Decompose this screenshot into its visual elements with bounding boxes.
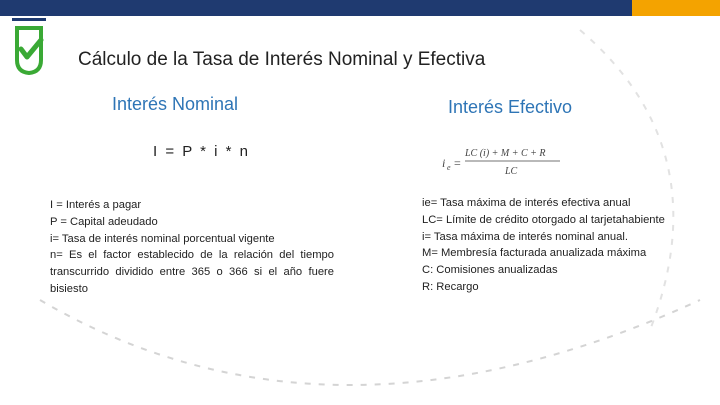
effective-heading: Interés Efectivo (448, 97, 573, 117)
definition-item: LC= Límite de crédito otorgado al tarjetahabiente (422, 213, 665, 226)
top-bar (0, 0, 632, 16)
nominal-formula: I = P * i * n (153, 143, 251, 160)
definition-item: i= Tasa máxima de interés nominal anual. (422, 230, 628, 243)
formula-lhs-subscript: e (447, 163, 451, 172)
formula-lhs: i (442, 156, 446, 170)
formula-equals: = (454, 156, 461, 170)
nominal-heading: Interés Nominal (112, 94, 239, 114)
definition-item: C: Comisiones anualizadas (422, 264, 558, 277)
definition-item: P = Capital adeudado (50, 215, 158, 228)
formula-numerator: LC (i) + M + C + R (465, 148, 546, 159)
page-title: Cálculo de la Tasa de Interés Nominal y Efectiva (78, 49, 486, 70)
definition-item: i= Tasa de interés nominal porcentual vigente (50, 232, 275, 245)
effective-definitions (422, 195, 712, 296)
nominal-definitions (50, 197, 334, 298)
definition-item: M= Membresía facturada anualizada máxima (422, 247, 647, 260)
definition-item: R: Recargo (422, 280, 479, 293)
top-accent-bar (632, 0, 720, 16)
definition-item: n= Es el factor establecido de la relación del tiempo transcurrido dividido entre 365 o 366 si el año fuere bisiesto (50, 249, 334, 295)
formula-denominator: LC (505, 166, 518, 177)
definition-item: ie= Tasa máxima de interés efectiva anual (422, 197, 631, 209)
definition-item: I = Interés a pagar (50, 199, 142, 211)
check-badge-icon (12, 18, 46, 76)
effective-formula (440, 144, 590, 178)
